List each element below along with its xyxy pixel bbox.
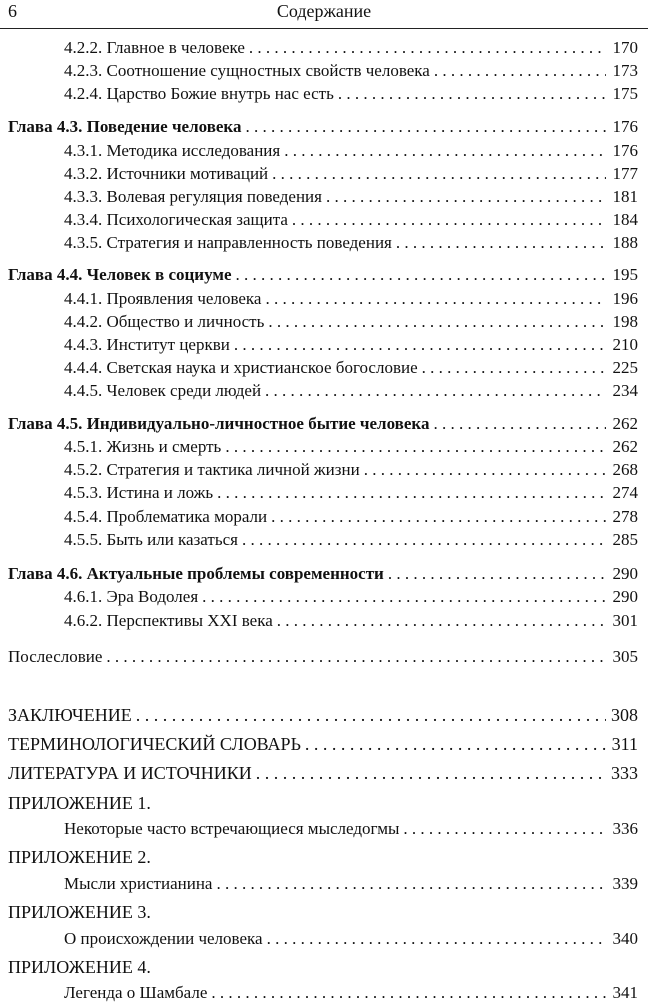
toc-chapter-label: Глава 4.6. Актуальные проблемы современности: [8, 564, 384, 583]
toc-chapter-label: Глава 4.5. Индивидуально-личностное бытие человека: [8, 414, 430, 433]
toc-entry[interactable]: [64, 163, 638, 185]
appendix-1-heading: ПРИЛОЖЕНИЕ 1.: [8, 793, 151, 813]
toc-chapter-label: Глава 4.3. Поведение человека: [8, 117, 242, 136]
toc-entry-page: 181: [612, 187, 638, 206]
toc-entry-label: 4.4.3. Институт церкви: [64, 335, 230, 354]
toc-entry[interactable]: [64, 232, 638, 254]
page-title: Содержание: [276, 1, 372, 21]
toc-entry-page: 290: [612, 587, 638, 606]
toc-entry-page: 336: [612, 819, 638, 838]
toc-entry[interactable]: [64, 288, 638, 310]
toc-chapter[interactable]: [8, 116, 638, 138]
dot-leader: [211, 982, 606, 1004]
toc-chapter-label: Глава 4.4. Человек в социуме: [8, 265, 232, 284]
toc-entry-label: 4.3.2. Источники мотиваций: [64, 164, 269, 183]
page-number: 6: [8, 1, 17, 21]
dot-leader: [236, 264, 607, 286]
toc-entry-page: 234: [612, 381, 638, 400]
dot-leader: [271, 506, 606, 528]
toc-entry-label: ЛИТЕРАТУРА И ИСТОЧНИКИ: [8, 763, 252, 783]
toc-entry-page: 188: [612, 233, 638, 252]
dot-leader: [249, 37, 606, 59]
dot-leader: [245, 116, 606, 138]
toc-entry-label: Некоторые часто встречающиеся мыследогмы: [64, 819, 400, 838]
dot-leader: [277, 610, 606, 632]
dot-leader: [136, 704, 606, 726]
appendix-3-heading: ПРИЛОЖЕНИЕ 3.: [8, 902, 151, 922]
toc-entry[interactable]: [64, 140, 638, 162]
toc-appendix-1[interactable]: [64, 818, 638, 840]
toc-entry-label: 4.3.1. Методика исследования: [64, 141, 281, 160]
toc-entry-label: Мысли христианина: [64, 874, 213, 893]
dot-leader: [242, 529, 606, 551]
dot-leader: [256, 762, 606, 784]
toc-entry[interactable]: [64, 380, 638, 402]
dot-leader: [106, 646, 606, 668]
toc-entry-page: 333: [611, 763, 638, 783]
dot-leader: [216, 873, 606, 895]
toc-entry-label: 4.2.3. Соотношение сущностных свойств человека: [64, 61, 430, 80]
toc-entry-page: 225: [612, 358, 638, 377]
toc-entry-label: 4.3.3. Волевая регуляция поведения: [64, 187, 322, 206]
toc-entry[interactable]: [64, 83, 638, 105]
toc-entry[interactable]: [64, 37, 638, 59]
dot-leader: [433, 413, 606, 435]
toc-entry-label: 4.5.3. Истина и ложь: [64, 483, 214, 502]
appendix-2-heading: ПРИЛОЖЕНИЕ 2.: [8, 847, 151, 867]
toc-entry[interactable]: [64, 529, 638, 551]
toc-entry[interactable]: [64, 586, 638, 608]
running-header: [0, 0, 648, 29]
dot-leader: [202, 586, 606, 608]
toc-entry-page: 285: [612, 530, 638, 549]
toc-entry[interactable]: [64, 186, 638, 208]
toc-entry-page: 308: [611, 705, 638, 725]
toc-chapter-page: 290: [612, 564, 638, 583]
dot-leader: [268, 311, 606, 333]
toc-chapter[interactable]: [8, 264, 638, 286]
toc-entry-label: 4.5.5. Быть или казаться: [64, 530, 238, 549]
toc-entry-page: 176: [612, 141, 638, 160]
dot-leader: [225, 436, 606, 458]
toc-entry-label: 4.2.2. Главное в человеке: [64, 38, 245, 57]
dot-leader: [272, 163, 606, 185]
toc-chapter-page: 195: [612, 265, 638, 284]
toc-entry-page: 184: [612, 210, 638, 229]
toc-entry-page: 339: [612, 874, 638, 893]
toc-entry-label: Легенда о Шамбале: [64, 983, 208, 1002]
toc-entry-page: 274: [612, 483, 638, 502]
toc-entry-label: 4.6.2. Перспективы XXI века: [64, 611, 273, 630]
toc-entry-page: 301: [612, 611, 638, 630]
dot-leader: [338, 83, 606, 105]
toc-entry-label: 4.3.4. Психологическая защита: [64, 210, 288, 229]
dot-leader: [388, 563, 606, 585]
toc-entry[interactable]: [64, 506, 638, 528]
toc-entry-page: 177: [612, 164, 638, 183]
toc-entry[interactable]: [64, 459, 638, 481]
dot-leader: [422, 357, 606, 379]
toc-entry-page: 340: [612, 929, 638, 948]
toc-entry-page: 210: [612, 335, 638, 354]
toc-entry-label: 4.5.2. Стратегия и тактика личной жизни: [64, 460, 360, 479]
toc-entry-page: 170: [612, 38, 638, 57]
toc-appendix-3[interactable]: [64, 928, 638, 950]
toc-entry[interactable]: [64, 357, 638, 379]
toc-entry-label: 4.6.1. Эра Водолея: [64, 587, 199, 606]
toc-chapter[interactable]: [8, 563, 638, 585]
toc-entry-page: 341: [612, 983, 638, 1002]
dot-leader: [284, 140, 606, 162]
toc-entry[interactable]: [64, 482, 638, 504]
dot-leader: [305, 733, 606, 755]
toc-entry-label: 4.4.4. Светская наука и христианское богословие: [64, 358, 418, 377]
toc-entry-label: Послесловие: [8, 647, 103, 666]
toc-entry-page: 311: [611, 734, 638, 754]
toc-entry-page: 278: [612, 507, 638, 526]
toc-entry[interactable]: [64, 60, 638, 82]
toc-entry-page: 198: [612, 312, 638, 331]
appendix-4-heading: ПРИЛОЖЕНИЕ 4.: [8, 957, 151, 977]
toc-conclusion[interactable]: [8, 704, 638, 726]
toc-entry-label: 4.3.5. Стратегия и направленность поведения: [64, 233, 392, 252]
toc-appendix-4[interactable]: [64, 982, 638, 1004]
toc-glossary[interactable]: [8, 733, 638, 755]
dot-leader: [434, 60, 606, 82]
dot-leader: [403, 818, 606, 840]
toc-entry[interactable]: [64, 311, 638, 333]
dot-leader: [265, 380, 606, 402]
dot-leader: [326, 186, 606, 208]
toc-entry-label: 4.2.4. Царство Божие внутрь нас есть: [64, 84, 334, 103]
toc-literature[interactable]: [8, 762, 638, 784]
dot-leader: [267, 928, 606, 950]
toc-entry-label: 4.5.4. Проблематика морали: [64, 507, 268, 526]
toc-entry[interactable]: [64, 436, 638, 458]
toc-entry-page: 262: [612, 437, 638, 456]
dot-leader: [217, 482, 606, 504]
dot-leader: [292, 209, 606, 231]
toc-entry-page: 196: [612, 289, 638, 308]
toc-entry-label: 4.5.1. Жизнь и смерть: [64, 437, 222, 456]
toc-entry-page: 173: [612, 61, 638, 80]
toc-entry-label: ЗАКЛЮЧЕНИЕ: [8, 705, 132, 725]
toc-entry-label: 4.4.2. Общество и личность: [64, 312, 265, 331]
toc-entry-label: ТЕРМИНОЛОГИЧЕСКИЙ СЛОВАРЬ: [8, 734, 301, 754]
toc-entry-page: 268: [612, 460, 638, 479]
toc-entry-label: О происхождении человека: [64, 929, 263, 948]
dot-leader: [396, 232, 606, 254]
toc-entry-page: 175: [612, 84, 638, 103]
toc-entry-page: 305: [612, 647, 638, 666]
toc-chapter[interactable]: [8, 413, 638, 435]
dot-leader: [234, 334, 606, 356]
toc-entry-label: 4.4.5. Человек среди людей: [64, 381, 262, 400]
toc-entry[interactable]: [64, 610, 638, 632]
toc-afterword[interactable]: [8, 646, 638, 668]
toc-entry[interactable]: [64, 334, 638, 356]
dot-leader: [364, 459, 606, 481]
toc-entry[interactable]: [64, 209, 638, 231]
dot-leader: [265, 288, 606, 310]
toc-chapter-page: 176: [612, 117, 638, 136]
toc-appendix-2[interactable]: [64, 873, 638, 895]
toc-chapter-page: 262: [612, 414, 638, 433]
toc-entry-label: 4.4.1. Проявления человека: [64, 289, 262, 308]
